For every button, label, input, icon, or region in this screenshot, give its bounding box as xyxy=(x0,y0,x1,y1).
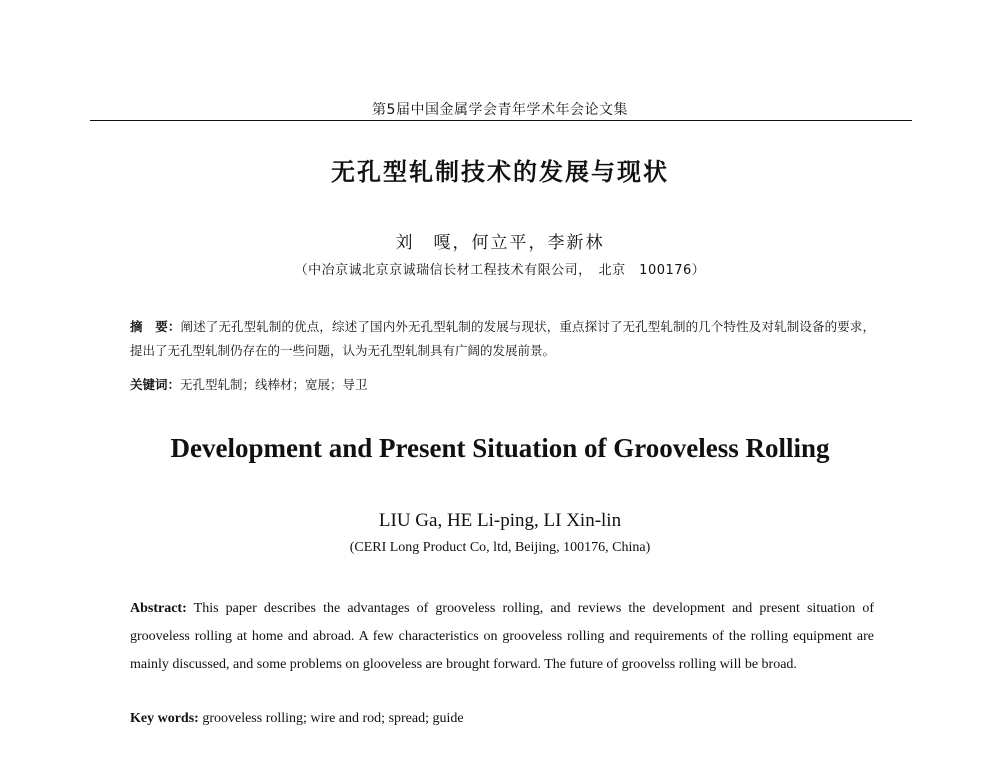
english-keywords xyxy=(130,708,874,730)
english-title: Development and Present Situation of Grooveless Rolling xyxy=(170,433,830,463)
english-authors: LIU Ga, HE Li-ping, LI Xin-lin xyxy=(378,510,622,531)
chinese-keywords-text: 无孔型轧制；线棒材；宽展；导卫 xyxy=(180,377,368,392)
chinese-abstract-label: 摘 要： xyxy=(130,319,181,334)
chinese-title: 无孔型轧制技术的发展与现状 xyxy=(331,158,669,186)
chinese-authors: 刘 嘎，何立平，李新林 xyxy=(395,233,605,253)
english-keywords-text: grooveless rolling; wire and rod; spread; guide xyxy=(202,711,464,726)
header-rule xyxy=(90,120,912,121)
running-header: 第5届中国金属学会青年学术年会论文集 xyxy=(372,102,628,118)
english-abstract-label: Abstract: xyxy=(130,601,187,616)
english-abstract xyxy=(130,595,874,679)
chinese-keywords xyxy=(130,373,875,397)
english-keywords-label: Key words: xyxy=(130,711,199,726)
chinese-abstract xyxy=(130,315,875,363)
english-affiliation: (CERI Long Product Co, ltd, Beijing, 100176, China) xyxy=(349,540,651,555)
english-abstract-text: This paper describes the advantages of grooveless rolling, and reviews the development and present situation of grooveless rolling at home and abroad. A few characteristics on grooveless rolling and requirements of the rolling equipment are mainly discussed, and some problems on glooveless are brought forward. The future of groovelss rolling will be broad. xyxy=(130,601,874,672)
chinese-abstract-text: 阐述了无孔型轧制的优点，综述了国内外无孔型轧制的发展与现状，重点探讨了无孔型轧制的几个特性及对轧制设备的要求，提出了无孔型轧制仍存在的一些问题，认为无孔型轧制具有广阔的发展前景。 xyxy=(130,319,875,358)
chinese-keywords-label: 关键词： xyxy=(130,377,181,392)
chinese-affiliation: （中冶京诚北京京诚瑞信长材工程技术有限公司， 北京 100176） xyxy=(294,263,706,278)
